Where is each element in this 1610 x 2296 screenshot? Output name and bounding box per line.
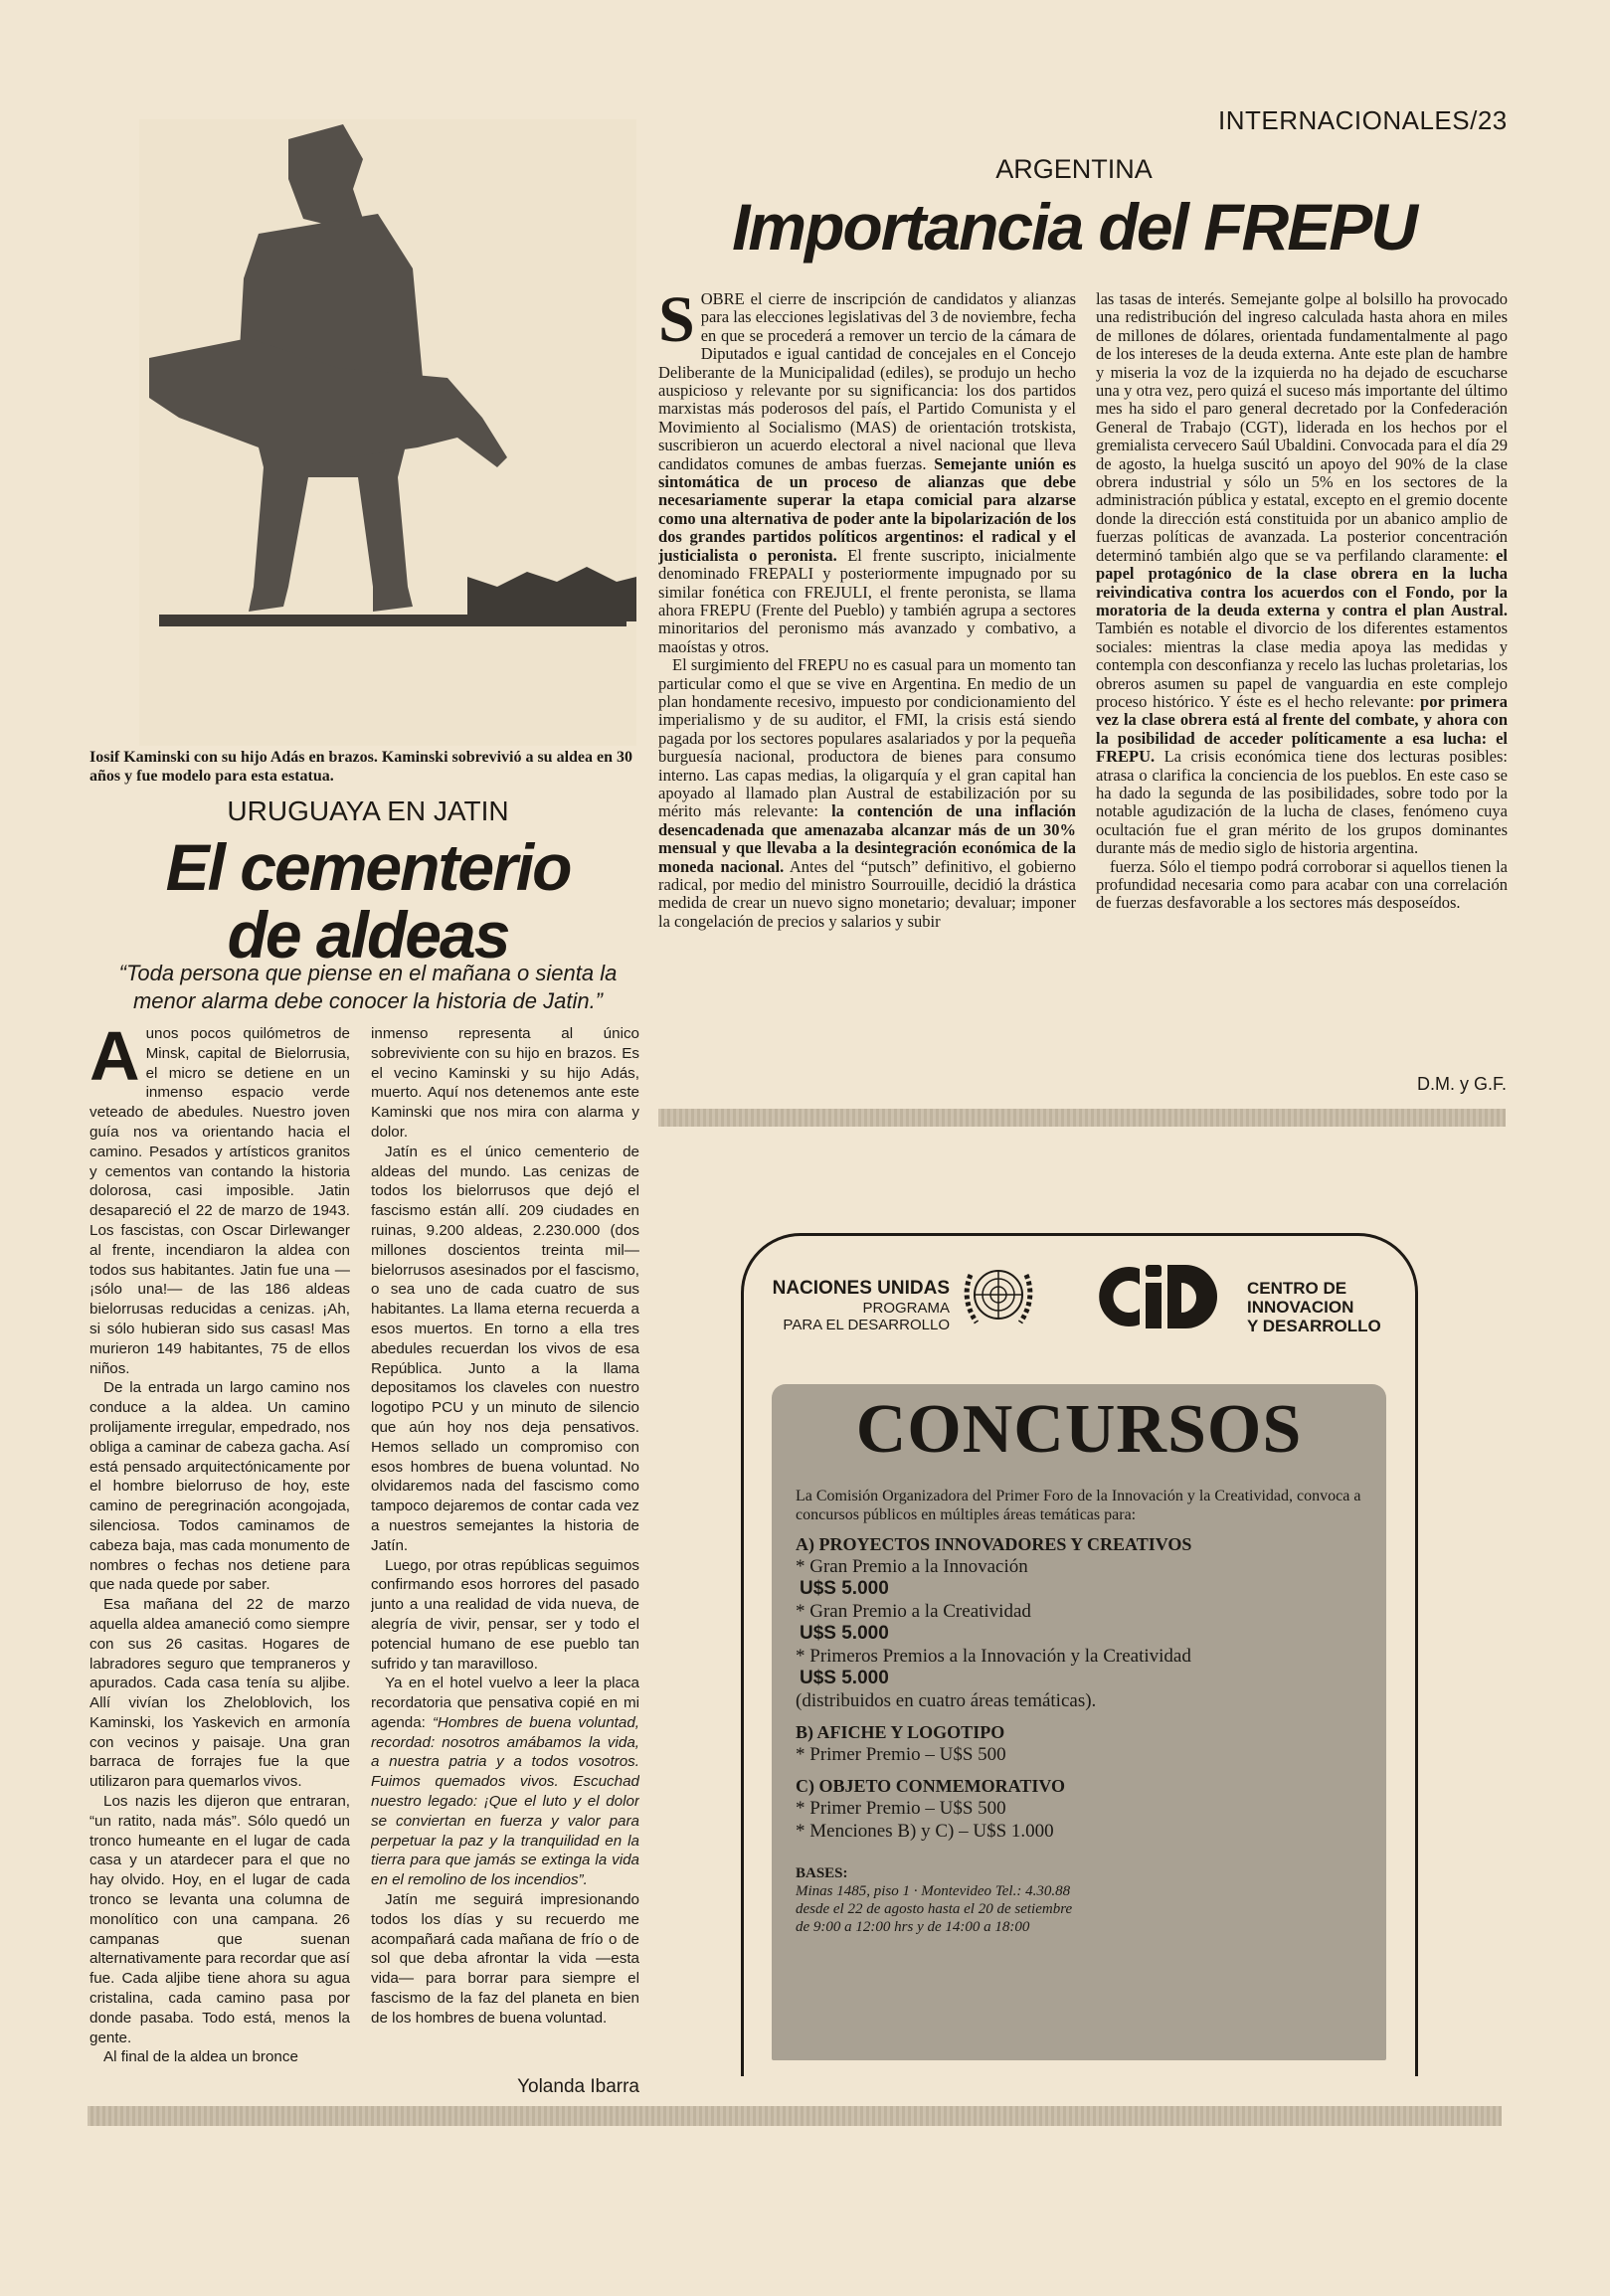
paragraph: inmenso representa al único sobreviviente con su hijo en brazos. Es el vecino Kaminski y su hijo Adás, muerto. Aquí nos detenemos ante este Kaminski que nos mira con alarma y dolor. xyxy=(371,1025,639,1141)
plaque-quote: “Hombres de buena voluntad, recordad: nosotros amábamos la vida, a nuestra patria y a todos vosotros. Fuimos quemados vivos. Escuchad nuestro legado: ¡Que el luto y el dolor se conviertan en fuerza y valor para perpetuar la paz y la tranquilidad en la tierra para que jamás se extinga la vida en el remolino de los incendios”. xyxy=(371,1713,639,1889)
page-section-header: INTERNACIONALES/23 xyxy=(1218,105,1508,135)
prize-item: * Gran Premio a la Creatividad xyxy=(796,1601,1031,1622)
paragraph: unos pocos quilómetros de Minsk, capital de Bielorrusia, el micro se detiene en un inmenso espacio verde veteado de abedules. Nuestro joven guía nos va orientando hacia el camino. Pesados y artísticos granitos y cementos van contando la historia dolorosa, casi imposible. Jatin desapareció el 22 de marzo de 1943. Los fascistas, con Oscar Dirlewanger al frente, incendiaron la aldea con todos sus habitantes. Jatin fue una —¡sólo una!— de las 186 aldeas bielorrusas reducidas a cenizas. ¡Ah, si sólo hubieran sido sus casas! Mas murieron 149 habitantes, 75 de ellos niños. xyxy=(89,1025,350,1377)
cid-logo-icon xyxy=(1082,1255,1231,1338)
paragraph: Jatín me seguirá impresionando todos los días y su recuerdo me acompañará cada mañana de frío o de sol que deba afrontar la vida —esta vida— para borrar para siempre el fascismo de la faz del planeta en bien de los hombres de buena voluntad. xyxy=(371,1891,639,2027)
undp-label xyxy=(756,1278,950,1333)
dropcap: A xyxy=(89,1024,140,1095)
concursos-intro: La Comisión Organizadora del Primer Foro de la Innovación y la Creatividad, convoca a concursos públicos en múltiples áreas temáticas para: xyxy=(796,1488,1361,1523)
paragraph: Luego, por otras repúblicas seguimos confirmando esos horrores del pasado junto a una realidad de vida nueva, de alegría de vivir, pensar, ser y todo el potencial humano de ese pueblo tan sufrido y tan maravilloso. xyxy=(371,1556,639,1673)
emphasis-text: por primera vez la clase obrera está al frente del combate, y ahora con la posibilidad de acceder políticamente a esa lucha: el FREPU. xyxy=(1096,691,1508,767)
paragraph: Los nazis les dijeron que entraran, “un ratito, nada más”. Sólo quedó un tronco humeante en el lugar de cada casa y un atardecer para el que no hay olvido. Hoy, en el lugar de cada tronco se levanta una columna de monolítico con una campana. 26 campanas que suenan alternativamente para recordar que así fue. Cada aljibe tiene ahora su agua cristalina, cada camino pasa por donde pasaba. Todo está, menos la gente. xyxy=(89,1793,350,2046)
un-emblem-icon xyxy=(957,1255,1040,1338)
headline-line-2: de aldeas xyxy=(227,898,509,971)
argentina-headline: Importancia del FREPU xyxy=(732,190,1416,264)
paragraph: Al final de la aldea un bronce xyxy=(103,2048,298,2066)
argentina-byline: D.M. y G.F. xyxy=(1417,1074,1507,1094)
emphasis-text: Semejante unión es sintomática de un proceso de alianzas que debe necesariamente superar la etapa comicial para alzarse como una alternativa de poder ante la bipolarización de los dos grandes partidos políticos argentinos: el radical y el justicialista o peronista. xyxy=(658,453,1076,565)
concursos-body xyxy=(796,1487,1372,1936)
paragraph: Ya en el hotel vuelvo a leer la placa recordatoria que pensativa copié en mi agenda: “Hombres de buena voluntad, recordad: nosotros amábamos la vida, a nuestra patria y a todos vosotros. Fuimos quemados vivos. Escuchad nuestro legado: ¡Que el luto y el dolor se conviertan en fuerza y valor para perpetuar la paz y la tranquilidad en la tierra para que jamás se extinga la vida en el remolino de los incendios”. xyxy=(371,1675,639,1889)
cid-line: INNOVACION xyxy=(1247,1298,1354,1317)
bases-line: desde el 22 de agosto hasta el 20 de setiembre xyxy=(796,1901,1073,1917)
argentina-kicker: ARGENTINA xyxy=(995,154,1153,184)
bases-line: de 9:00 a 12:00 hrs y de 14:00 a 18:00 xyxy=(796,1919,1030,1935)
uruguaya-byline: Yolanda Ibarra xyxy=(517,2076,639,2097)
cid-line: CENTRO DE xyxy=(1247,1279,1347,1298)
uruguaya-deck: “Toda persona que piense en el mañana o sienta la menor alarma debe conocer la historia de Jatin.” xyxy=(118,961,618,1013)
paragraph: las tasas de interés. Semejante golpe al bolsillo ha provocado una redistribución del ingreso calculada hasta ahora en miles de millones de dólares, orientada fundamentalmente al pago de los intereses de la deuda externa. Ante este plan de hambre y miseria la voz de la izquierda no ha dejado de escucharse una y otra vez, pero quizá el suceso más importante del último mes ha sido el paro general decretado por la Confederación General de Trabajo (CGT), liderada en los hechos por el gremialista cervecero Saúl Ubaldini. Convocada para el día 29 de agosto, la huelga suscitó un apoyo del 90% de la clase obrera industrial y sólo un 5% en los sectores de la administración pública y estatal, excepto en el gremio docente donde la dirección está constituida por un abanico amplio de fuerzas políticas de avanzada. La posterior concentración determinó también algo que se va perfilando claramente: el papel protagónico de la clase obrera en la lucha reivindicativa contra los acuerdos con el Fondo, por la moratoria de la deuda externa y contra el plan Austral. También es notable el divorcio de los diferentes estamentos sociales: mientras la clase media apoya las medidas y contempla con desconfianza y recelo las luchas proletarias, los obreros asumen su papel de vanguardia en este complejo proceso histórico. Y éste es el hecho relevante: por primera vez la clase obrera está al frente del combate, y ahora con la posibilidad de acceder políticamente a esa lucha: el FREPU. La crisis económica tiene dos lecturas posibles: atrasa o clarifica la conciencia de los pueblos. En este caso se ha dado la segunda de las posibilidades, sobre todo por la notable agudización de la lucha de clases, fenómeno cuya ocultación fue el gran mérito de los grupos dominantes durante más de medio siglo de historia argentina. xyxy=(1096,290,1508,858)
paragraph: fuerza. Sólo el tiempo podrá corroborar si aquellos tienen la profundidad necesaria como para acabar con una correlación de fuerzas desfavorable a los sectores más desposeídos. xyxy=(1096,856,1508,913)
paragraph: De la entrada un largo camino nos conduce a la aldea. Un camino prolijamente irregular, empedrado, nos obliga a caminar de cabeza gacha. Así está pensado arquitectónicamente por el hombre bielorruso de hoy, este camino de peregrinación acongojada, silenciosa. Todos caminamos de cabeza baja, mas cada monumento de nombres o fechas nos detiene para que nada quede por saber. xyxy=(89,1379,350,1594)
undp-sub: PARA EL DESARROLLO xyxy=(783,1317,950,1333)
prize-item: * Gran Premio a la Innovación xyxy=(796,1556,1028,1577)
bases-block xyxy=(796,1864,1372,1936)
uruguaya-column-1 xyxy=(89,1024,350,2096)
bases-line: Minas 1485, piso 1 · Montevideo Tel.: 4.30.88 xyxy=(796,1883,1071,1899)
paragraph: OBRE el cierre de inscripción de candidatos y alianzas para las elecciones legislativas del 3 de noviembre, fecha en que se procederá a remover un tercio de la cámara de Diputados e igual cantidad de concejales en el Concejo Deliberante de la Municipalidad (ediles), se produjo un hecho auspicioso y relevante por su significancia: los dos partidos marxistas más poderosos del país, el Partido Comunista y el Movimiento al Socialismo (MAS) de orientación trotskista, suscribieron un acuerdo electoral a nivel nacional que lleva candidatos comunes de ambas fuerzas. xyxy=(658,290,1076,473)
bottom-divider-rule xyxy=(88,2106,1502,2126)
prize-amount: U$S 5.000 xyxy=(800,1578,889,1599)
undp-name: NACIONES UNIDAS xyxy=(772,1278,950,1299)
argentina-column-1: SOBRE el cierre de inscripción de candidatos y alianzas para las elecciones legislativas del 3 de noviembre, fecha en que se procederá a remover un tercio de la cámara de Diputados e igual cantidad de concejales en el Concejo Deliberante de la Municipalidad (ediles), se produjo un hecho auspicioso y relevante por su significancia: los dos partidos marxistas más poderosos del país, el Partido Comunista y el Movimiento al Socialismo (MAS) de orientación trotskista, suscribieron un acuerdo electoral a nivel nacional que lleva candidatos comunes de ambas fuerzas. Semejante unión es sintomática de un proceso de alianzas que debe necesariamente superar la etapa comicial para alzarse como una alternativa de poder ante la bipolarización de los dos grandes partidos políticos argentinos: el radical y el justicialista o peronista. El frente suscripto, inicialmente denominado FREPALI y posteriormente impugnado por su similar fonética con FREJULI, el frente peronista, se llama ahora FREPU (Frente del Pueblo) y también agrupa a sectores minoritarios del peronismo más avanzado y combativo, a maoístas y otros. El surgimiento del FREPU no es casual para un momento tan particular como el que se vive en Argentina. En medio de un plan hondamente recesivo, impuesto por condicionamiento del imperialismo y de su auditor, el FMI, la crisis está siendo pagada por los sectores populares asalariados y por la pequeña burguesía nacional, productora de bienes para consumo interno. Las capas medias, la oligarquía y el gran capital han apoyado al llamado plan Austral de estabilización por su mérito más relevante: la contención de una inflación desencadenada que amenazaba alcanzar más de un 30% mensual y que llevaba a la desintegración económica de la moneda nacional. Antes del “putsch” definitivo, el gobierno radical, por medio del ministro Sourrouille, decidió la drástica medida de crear un nuevo signo monetario; devaluar; imponer la congelación de precios y salarios y subir xyxy=(658,290,1076,931)
emphasis-text: el papel protagónico de la clase obrera en la lucha reivindicativa contra los acuerdos con el Fondo, por la moratoria de la deuda externa y contra el plan Austral. xyxy=(1096,545,1508,619)
divider-rule xyxy=(658,1109,1506,1127)
section-a-heading: A) PROYECTOS INNOVADORES Y CREATIVOS xyxy=(796,1534,1192,1554)
prize-item: * Primer Premio – U$S 500 xyxy=(796,1798,1006,1819)
prize-note: (distribuidos en cuatro áreas temáticas). xyxy=(796,1690,1097,1711)
section-c-heading: C) OBJETO CONMEMORATIVO xyxy=(796,1776,1065,1796)
photo-caption: Iosif Kaminski con su hijo Adás en brazos. Kaminski sobrevivió a su aldea en 30 años y fue modelo para esta estatua. xyxy=(89,749,633,785)
dropcap: S xyxy=(658,290,695,356)
argentina-column-2 xyxy=(1096,290,1508,1086)
prize-item: * Primer Premio – U$S 500 xyxy=(796,1744,1006,1765)
prize-amount: U$S 5.000 xyxy=(800,1623,889,1644)
uruguaya-kicker: URUGUAYA EN JATIN xyxy=(227,795,509,826)
paragraph: Jatín es el único cementerio de aldeas del mundo. Las cenizas de todos los bielorrusos que dejó el fascismo están allí. 209 ciudades en ruinas, 9.200 aldeas, 2.230.000 (dos millones doscientos treinta mil— bielorrusos asesinados por el fascismo, o sea uno de cada cuatro de sus habitantes. La llama eterna recuerda a esos muertos. En torno a ella tres abedules recuerdan los vivos de esa República. Junto a la llama depositamos los claveles con nuestro logotipo PCU y un minuto de silencio que aún hoy nos deja pensativos. Hemos sellado un compromiso con esos hombres de buena voluntad. No olvidaremos nada del fascismo como tampoco dejaremos de contar cada vez a nuestros semejantes la historia de Jatín. xyxy=(371,1143,639,1554)
concursos-title: CONCURSOS xyxy=(855,1391,1303,1468)
headline-line-1: El cementerio xyxy=(165,830,571,904)
bases-label: BASES: xyxy=(796,1865,848,1881)
prize-amount: U$S 5.000 xyxy=(800,1668,889,1688)
prize-item: * Menciones B) y C) – U$S 1.000 xyxy=(796,1821,1054,1842)
uruguaya-column-2 xyxy=(371,1024,639,2078)
section-b-heading: B) AFICHE Y LOGOTIPO xyxy=(796,1722,1005,1742)
undp-sub: PROGRAMA xyxy=(862,1300,950,1317)
paragraph: Esa mañana del 22 de marzo aquella aldea amaneció como siempre con sus 26 casitas. Hogares de labradores seguro que tempraneros y apurados. Cada casa tenía su aljibe. Allí vivían los Zheloblovich, los Kaminski, los Yaskevich en armonía con vecinos y paisaje. Una gran barraca de forrajes fue la que utilizaron para quemarlos vivos. xyxy=(89,1596,350,1791)
paragraph: El surgimiento del FREPU no es casual para un momento tan particular como el que se vive en Argentina. En medio de un plan hondamente recesivo, impuesto por condicionamiento del imperialismo y de su auditor, el FMI, la crisis está siendo pagada por los sectores populares asalariados y por la pequeña burguesía nacional, productora de bienes para consumo interno. Las capas medias, la oligarquía y el gran capital han apoyado al llamado plan Austral de estabilización por su mérito más relevante: la contención de una inflación desencadenada que amenazaba alcanzar más de un 30% mensual y que llevaba a la desintegración económica de la moneda nacional. Antes del “putsch” definitivo, el gobierno radical, por medio del ministro Sourrouille, decidió la drástica medida de crear un nuevo signo monetario; devaluar; imponer la congelación de precios y salarios y subir xyxy=(658,655,1076,931)
cid-line: Y DESARROLLO xyxy=(1247,1317,1381,1335)
prize-item: * Primeros Premios a la Innovación y la Creatividad xyxy=(796,1646,1191,1667)
uruguaya-headline xyxy=(89,830,646,971)
statue-photo xyxy=(139,119,636,746)
emphasis-text: la contención de una inflación desencadenada que amenazaba alcanzar más de un 30% mensual y que llevaba a la desintegración económica de la moneda nacional. xyxy=(658,801,1076,876)
cid-label xyxy=(1247,1279,1381,1335)
